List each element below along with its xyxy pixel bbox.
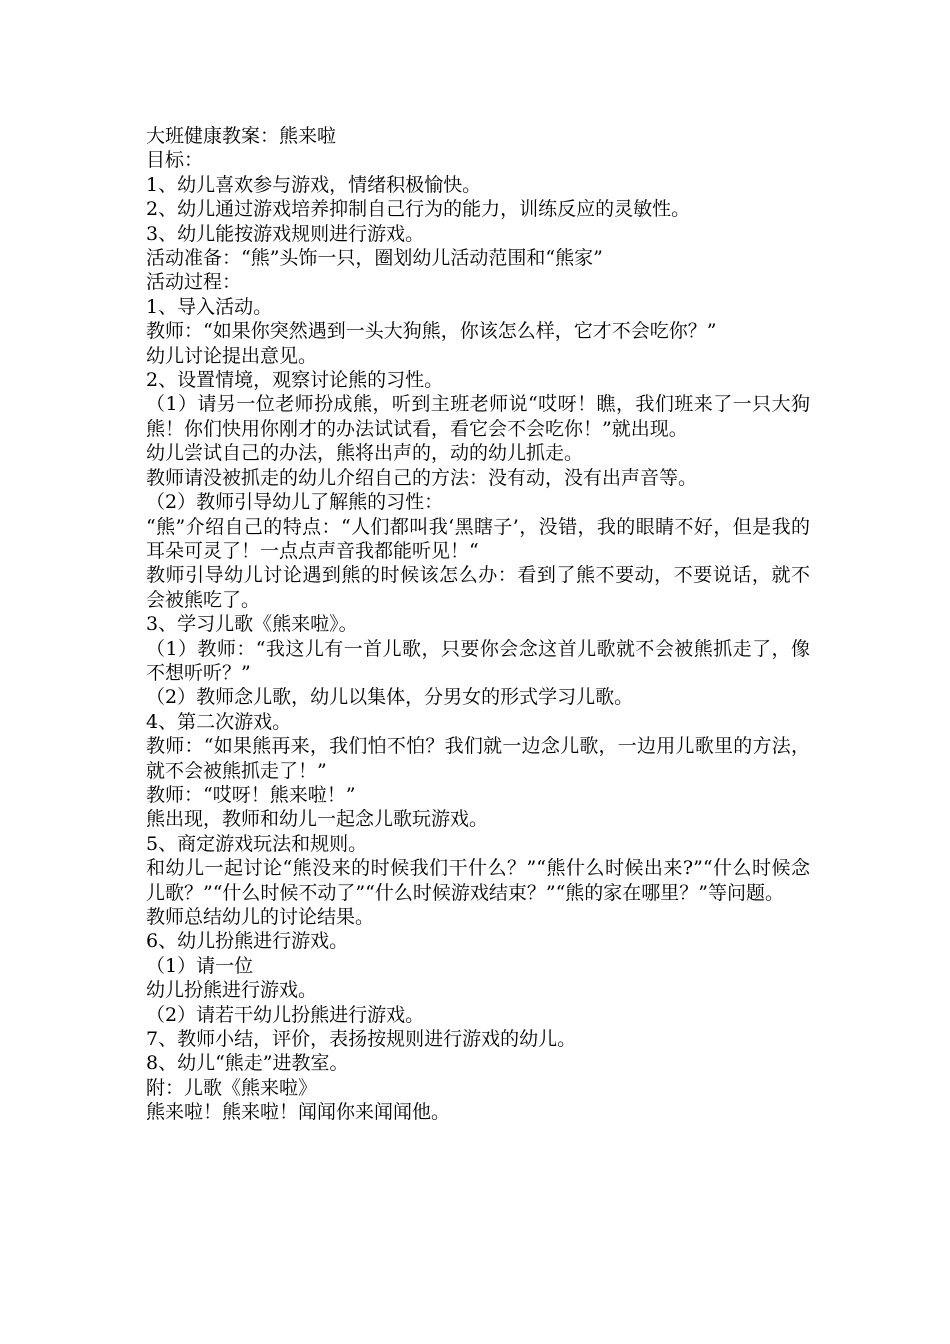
paragraph: （2）教师念儿歌，幼儿以集体，分男女的形式学习儿歌。 <box>146 686 634 709</box>
paragraph: 幼儿扮熊进行游戏。 <box>146 979 318 1002</box>
paragraph: （1）教师：“我这儿有一首儿歌，只要你会念这首儿歌就不会被熊抓走了，像不想听听？” <box>146 637 810 684</box>
paragraph: 教师：“哎呀！熊来啦！” <box>146 783 356 806</box>
paragraph: 教师：“如果你突然遇到一头大狗熊，你该怎么样，它才不会吃你？” <box>146 320 717 343</box>
step-heading: 8、幼儿“熊走”进教室。 <box>146 1052 349 1075</box>
goal-item: 2、幼儿通过游戏培养抑制自己行为的能力，训练反应的灵敏性。 <box>146 198 691 221</box>
preparation-text: 活动准备：“熊”头饰一只，圈划幼儿活动范围和“熊家” <box>146 247 603 270</box>
paragraph: 教师引导幼儿讨论遇到熊的时候该怎么办：看到了熊不要动，不要说话，就不会被熊吃了。 <box>146 564 810 611</box>
section-heading-process: 活动过程： <box>146 271 242 294</box>
paragraph: （2）教师引导幼儿了解熊的习性： <box>146 491 444 514</box>
step-heading: 2、设置情境，观察讨论熊的习性。 <box>146 369 444 392</box>
paragraph: 幼儿讨论提出意见。 <box>146 344 318 367</box>
rhyme-line: 熊来啦！熊来啦！闻闻你来闻闻他。 <box>146 1101 451 1124</box>
goal-item: 3、幼儿能按游戏规则进行游戏。 <box>146 222 425 245</box>
step-heading: 7、教师小结，评价，表扬按规则进行游戏的幼儿。 <box>146 1028 577 1051</box>
paragraph: 教师：“如果熊再来，我们怕不怕？我们就一边念儿歌，一边用儿歌里的方法，就不会被熊抓走了！” <box>146 735 810 782</box>
paragraph: 和幼儿一起讨论“熊没来的时候我们干什么？”“熊什么时候出来?”“什么时候念儿歌？”“什么时候不动了”“什么时候游戏结束？”“熊的家在哪里？”等问题。 <box>146 857 810 904</box>
appendix-heading: 附：儿歌《熊来啦》 <box>146 1076 318 1099</box>
document-title: 大班健康教案：熊来啦 <box>146 125 337 147</box>
step-heading: 3、学习儿歌《熊来啦》。 <box>146 613 358 636</box>
section-heading-goals: 目标： <box>146 149 204 172</box>
goal-item: 1、幼儿喜欢参与游戏，情绪积极愉快。 <box>146 173 482 196</box>
paragraph: 教师请没被抓走的幼儿介绍自己的方法：没有动，没有出声音等。 <box>146 466 698 489</box>
step-heading: 5、商定游戏玩法和规则。 <box>146 832 368 855</box>
step-heading: 1、导入活动。 <box>146 295 273 318</box>
paragraph: “熊”介绍自己的特点：“人们都叫我‘黑瞎子’，没错，我的眼睛不好，但是我的耳朵可灵了！一点点声音我都能听见！“ <box>146 515 810 562</box>
document-body <box>146 124 810 1125</box>
paragraph: （1）请另一位老师扮成熊，听到主班老师说“哎呀！瞧，我们班来了一只大狗熊！你们快用你刚才的办法试试看，看它会不会吃你！”就出现。 <box>146 393 810 440</box>
paragraph: （1）请一位 <box>146 954 254 977</box>
paragraph: （2）请若干幼儿扮熊进行游戏。 <box>146 1003 425 1026</box>
step-heading: 6、幼儿扮熊进行游戏。 <box>146 930 349 953</box>
paragraph: 幼儿尝试自己的办法，熊将出声的，动的幼儿抓走。 <box>146 442 584 465</box>
paragraph: 熊出现，教师和幼儿一起念儿歌玩游戏。 <box>146 808 489 831</box>
step-heading: 4、第二次游戏。 <box>146 710 292 733</box>
paragraph: 教师总结幼儿的讨论结果。 <box>146 906 375 928</box>
